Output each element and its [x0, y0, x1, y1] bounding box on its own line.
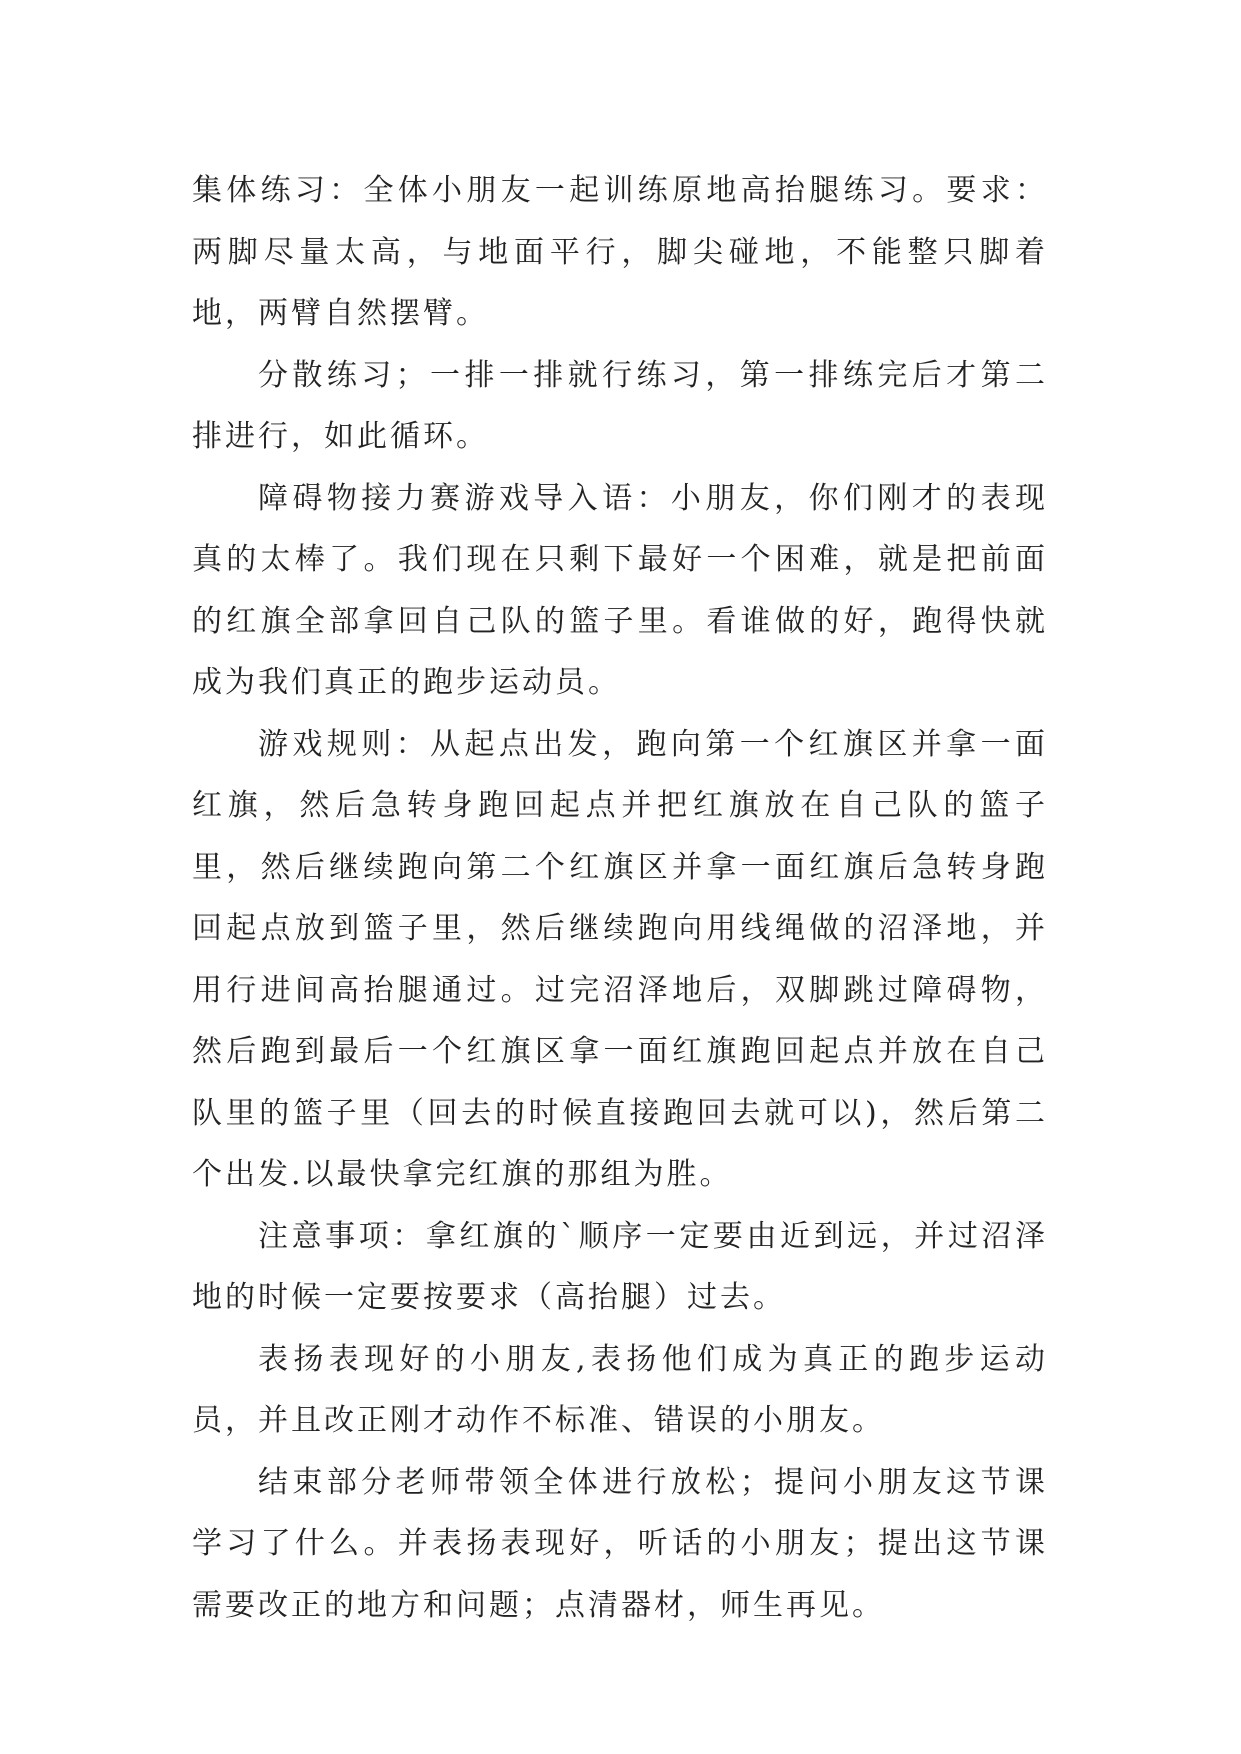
paragraph-scattered-practice: 分散练习；一排一排就行练习，第一排练完后才第二排进行，如此循环。	[192, 357, 1048, 454]
paragraph-precautions: 注意事项：拿红旗的`顺序一定要由近到远，并过沼泽地的时候一定要按要求（高抬腿）过去。	[192, 1218, 1048, 1315]
paragraph-praise: 表扬表现好的小朋友,表扬他们成为真正的跑步运动员，并且改正刚才动作不标准、错误的小朋友。	[192, 1341, 1048, 1438]
paragraph-group-practice: 集体练习：全体小朋友一起训练原地高抬腿练习。要求：两脚尽量太高，与地面平行，脚尖碰地，不能整只脚着地，两臂自然摆臂。	[192, 173, 1048, 331]
paragraph-conclusion: 结束部分老师带领全体进行放松；提问小朋友这节课学习了什么。并表扬表现好，听话的小朋友；提出这节课需要改正的地方和问题；点清器材，师生再见。	[192, 1464, 1048, 1623]
paragraph-game-rules: 游戏规则：从起点出发，跑向第一个红旗区并拿一面红旗，然后急转身跑回起点并把红旗放在自己队的篮子里，然后继续跑向第二个红旗区并拿一面红旗后急转身跑回起点放到篮子里，然后继续跑向用线绳做的沼泽地，并用行进间高抬腿通过。过完沼泽地后，双脚跳过障碍物，然后跑到最后一个红旗区拿一面红旗跑回起点并放在自己队里的篮子里（回去的时候直接跑回去就可以)，然后第二个出发.以最快拿完红旗的那组为胜。	[192, 726, 1048, 1192]
document-body	[192, 160, 1048, 1636]
paragraph-relay-intro: 障碍物接力赛游戏导入语：小朋友，你们刚才的表现真的太棒了。我们现在只剩下最好一个困难，就是把前面的红旗全部拿回自己队的篮子里。看谁做的好，跑得快就成为我们真正的跑步运动员。	[192, 480, 1048, 700]
